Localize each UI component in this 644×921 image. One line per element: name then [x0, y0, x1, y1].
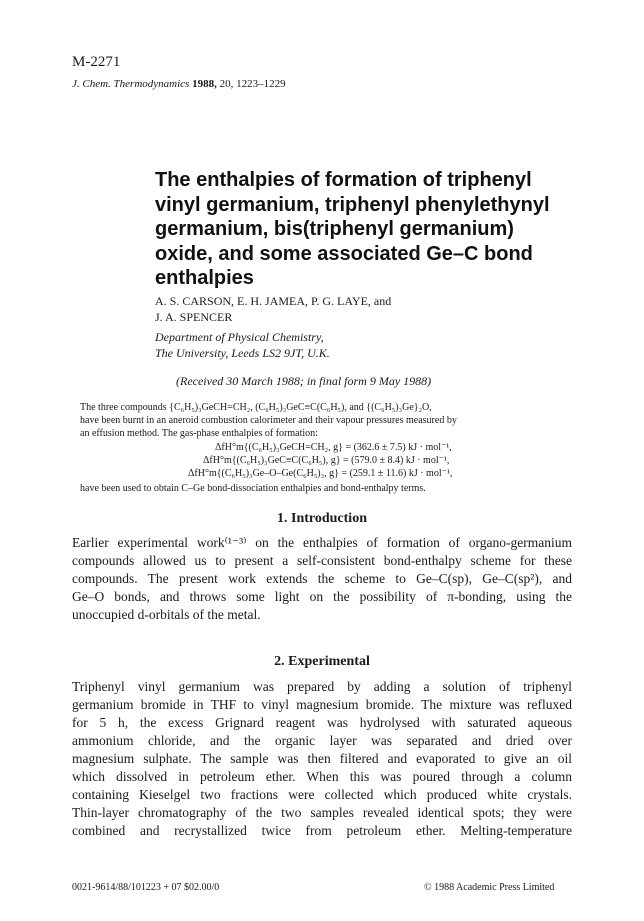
journal-year: 1988,	[192, 78, 217, 90]
issn-code: 0021-9614/88/101223 + 07 $02.00/0	[72, 882, 220, 893]
body-line: Thin-layer chromatography of the two samples revealed identical spots; they were	[72, 805, 572, 820]
manuscript-code: M-2271	[72, 54, 121, 70]
author-list	[155, 293, 391, 325]
copyright-notice: © 1988 Academic Press Limited	[424, 882, 555, 893]
abstract-line: have been burnt in an aneroid combustion calorimeter and their vapour pressures measured by	[80, 415, 457, 426]
section-heading-experimental: 2. Experimental	[274, 654, 370, 669]
body-line: for 5 h, the excess Grignard reagent was hydrolysed with saturated aqueous	[72, 715, 572, 730]
title-line: oxide, and some associated Ge–C bond	[155, 242, 533, 265]
body-line: germanium bromide in THF to vinyl magnesium bromide. The mixture was refluxed	[72, 697, 572, 712]
author-line: A. S. CARSON, E. H. JAMEA, P. G. LAYE, and	[155, 294, 392, 308]
body-line: containing Kieselgel two fractions were collected which produced white crystals.	[72, 787, 572, 802]
title-line: vinyl germanium, triphenyl phenylethynyl	[155, 193, 550, 216]
affiliation-line: Department of Physical Chemistry,	[155, 330, 324, 344]
journal-citation	[72, 78, 286, 90]
body-line: Triphenyl vinyl germanium was prepared by adding a solution of triphenyl	[72, 679, 572, 694]
body-line: Earlier experimental work⁽¹⁻³⁾ on the enthalpies of formation of organo-germanium	[72, 535, 572, 550]
journal-volume-pages: 20, 1223–1229	[219, 78, 286, 90]
body-line: which dissolved in petroleum ether. When this was poured through a column	[72, 769, 572, 784]
body-line: magnesium sulphate. The sample was then filtered and evaporated to give an oil	[72, 751, 572, 766]
section-heading-introduction: 1. Introduction	[277, 511, 367, 526]
body-line: ammonium chloride, and the organic layer was separated and dried over	[72, 733, 572, 748]
body-line: compounds. The present work extends the scheme to Ge–C(sp), Ge–C(sp²), and	[72, 571, 572, 586]
affiliation-line: The University, Leeds LS2 9JT, U.K.	[155, 346, 330, 360]
title-line: enthalpies	[155, 267, 254, 289]
title-line: germanium, bis(triphenyl germanium)	[155, 218, 514, 240]
abstract-line: The three compounds {C₆H₅)₃GeCH=CH₂, (C₆H₅)₃GeC≡C(C₆H₅), and {(C₆H₅)₃Ge}₂O,	[80, 402, 432, 413]
abstract-equation: ΔfH°m{(C₆H₅)₃GeCH=CH₂, g} = (362.6 ± 7.5) kJ · mol⁻¹,	[215, 442, 452, 453]
author-line: J. A. SPENCER	[155, 310, 233, 324]
abstract	[80, 401, 570, 440]
experimental-body	[72, 678, 572, 840]
journal-name: J. Chem. Thermodynamics	[72, 78, 190, 90]
body-line: unoccupied d-orbitals of the metal.	[72, 607, 261, 622]
body-line: Ge–O bonds, and throws some light on the possibility of π-bonding, using the	[72, 589, 572, 604]
body-line: combined and recrystallized twice from petroleum ether. Melting-temperature	[72, 823, 572, 838]
abstract-equation: ΔfH°m{(C₆H₅)₃GeC≡C(C₆H₅), g} = (579.0 ± 8.4) kJ · mol⁻¹,	[203, 455, 450, 466]
article-title	[155, 168, 625, 291]
abstract-equation: ΔfH°m{(C₆H₅)₃Ge–O–Ge(C₆H₅)₃, g} = (259.1 ± 11.6) kJ · mol⁻¹,	[188, 468, 453, 479]
abstract-line: have been used to obtain C–Ge bond-dissociation enthalpies and bond-enthalpy terms.	[80, 483, 426, 494]
title-line: The enthalpies of formation of triphenyl	[155, 169, 532, 191]
affiliation	[155, 329, 330, 361]
received-date: (Received 30 March 1988; in final form 9 May 1988)	[176, 374, 432, 388]
introduction-body	[72, 534, 572, 624]
abstract-line: an effusion method. The gas-phase enthalpies of formation:	[80, 428, 318, 439]
body-line: compounds allowed us to present a self-consistent bond-enthalpy scheme for these	[72, 553, 572, 568]
